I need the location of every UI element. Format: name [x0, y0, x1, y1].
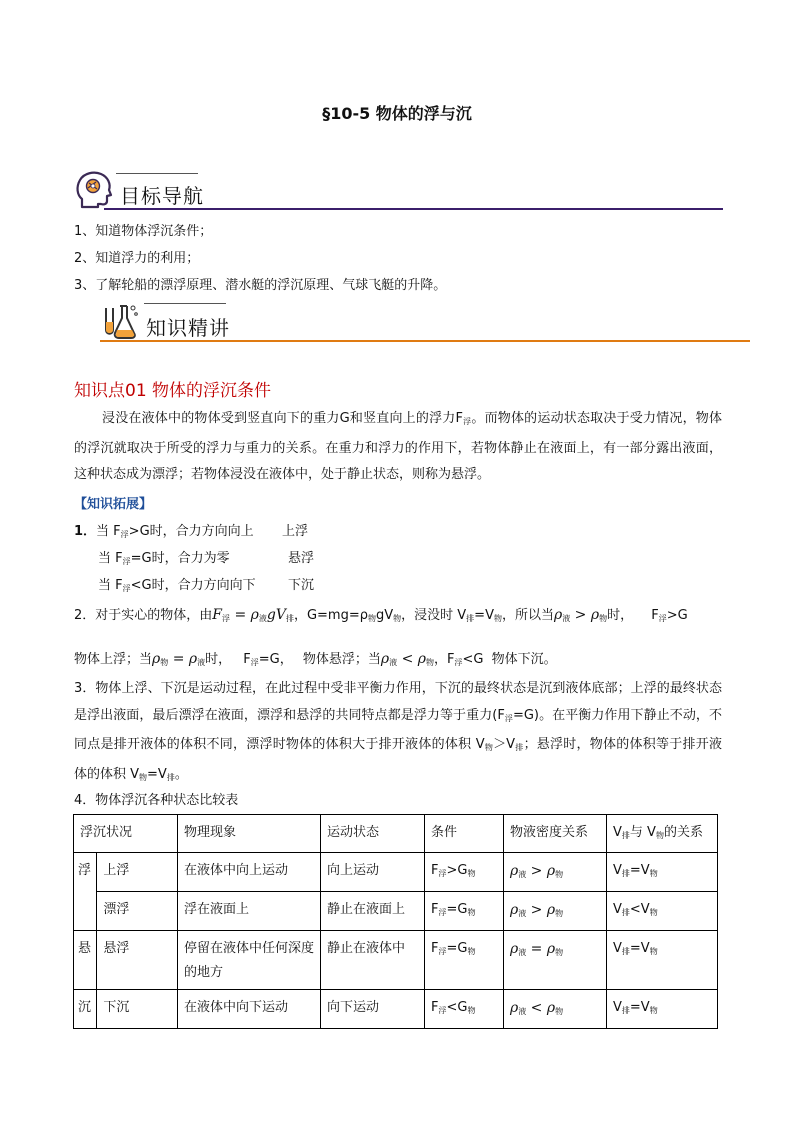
- p1-row-3: 当 $F_浮<G$时，合力方向向下 下沉: [98, 578, 315, 593]
- p1-row-2: 当 $F_浮=G$时，合力为零 悬浮: [98, 551, 315, 566]
- th-phen: 物理现象: [178, 815, 321, 853]
- th-vol: $V_排$与 $V_物$的关系: [607, 815, 718, 853]
- head-brain-icon: [74, 169, 114, 211]
- table-row: 沉 下沉 在液体中向下运动 向下运动 $F_浮<G_物$ $\rho_液 < \rho_物$ $V_排=V_物$: [74, 990, 718, 1029]
- knowledge-expand-label: 【知识拓展】: [74, 497, 153, 512]
- goal-item-1: 1、知道物体浮沉条件；: [74, 224, 213, 239]
- goal-item-2: 2、知道浮力的利用；: [74, 251, 200, 266]
- page-title: §10-5 物体的浮与沉: [322, 104, 472, 123]
- knowledge-underline: [100, 340, 750, 342]
- section-rule-top-2: [144, 303, 226, 304]
- th-state: 浮沉状况: [74, 815, 178, 853]
- comparison-table: [73, 814, 718, 1029]
- kp01-intro: 浸没在液体中的物体受到竖直向下的重力G和竖直向上的浮力$F_浮$。而物体的运动状态取决于受力情况，物体的浮沉就取决于所受的浮力与重力的关系。在重力和浮力的作用下，若物体静止在液面上，有一部分露出液面，这种状态成为漂浮；若物体浸没在液体中，处于静止状态，则称为悬浮。: [74, 411, 722, 482]
- kp01-title: 知识点01 物体的浮沉条件: [74, 381, 272, 401]
- table-row: 浮 上浮 在液体中向上运动 向上运动 $F_浮>G_物$ $\rho_液 > \rho_物$ $V_排=V_物$: [74, 853, 718, 892]
- table-header-row: [74, 815, 718, 853]
- th-cond: 条件: [425, 815, 504, 853]
- group-chen: 沉: [74, 990, 97, 1029]
- th-motion: 运动状态: [321, 815, 425, 853]
- section-rule-top: [116, 173, 198, 174]
- p3-paragraph: 3．物体上浮、下沉是运动过程，在此过程中受非平衡力作用，下沉的最终状态是沉到液体底部；上浮的最终状态是浮出液面，最后漂浮在液面，漂浮和悬浮的共同特点都是浮力等于重力$(F_浮=G)$。在平衡力作用下静止不动，不同点是排开液体的体积不同，漂浮时物体的体积大于排开液体的体积 $V_物>V_排$；悬浮时，物体的体积等于排开液体的体积 $V_物=V_排$。: [74, 681, 723, 782]
- knowledge-heading: 知识精讲: [146, 316, 230, 340]
- table-row: 悬 悬浮 停留在液体中任何深度的地方 静止在液体中 $F_浮=G_物$ $\rho_液 = \rho_物$ $V_排=V_物$: [74, 931, 718, 990]
- goals-underline: [104, 208, 723, 210]
- goals-heading: 目标导航: [120, 184, 204, 208]
- th-rel: 物液密度关系: [504, 815, 607, 853]
- group-fu: 浮: [74, 853, 97, 931]
- p2-line-2: 物体上浮；当$\rho_物 = \rho_液$时， $F_浮=G$， 物体悬浮；当$\rho_液 < \rho_物$，$F_浮<G$ 物体下沉。: [74, 651, 557, 667]
- p2-line-1: 2．对于实心的物体，由$F_浮 = \rho_液gV_排$，$G=mg=\rho_物gV_物$，浸没时 $V_排=V_物$，所以当$\rho_液 > \rho_物$时， $F_浮>G$: [74, 607, 688, 623]
- group-xuan: 悬: [74, 931, 97, 990]
- flask-icon: [100, 300, 140, 340]
- p4-title: 4．物体浮沉各种状态比较表: [74, 793, 239, 808]
- p1-row-1: 1．当 $F_浮>G$时，合力方向向上 上浮: [74, 524, 309, 539]
- table-row: 漂浮 浮在液面上 静止在液面上 $F_浮=G_物$ $\rho_液 > \rho_物$ $V_排<V_物$: [74, 892, 718, 931]
- goal-item-3: 3、了解轮船的漂浮原理、潜水艇的浮沉原理、气球飞艇的升降。: [74, 278, 447, 293]
